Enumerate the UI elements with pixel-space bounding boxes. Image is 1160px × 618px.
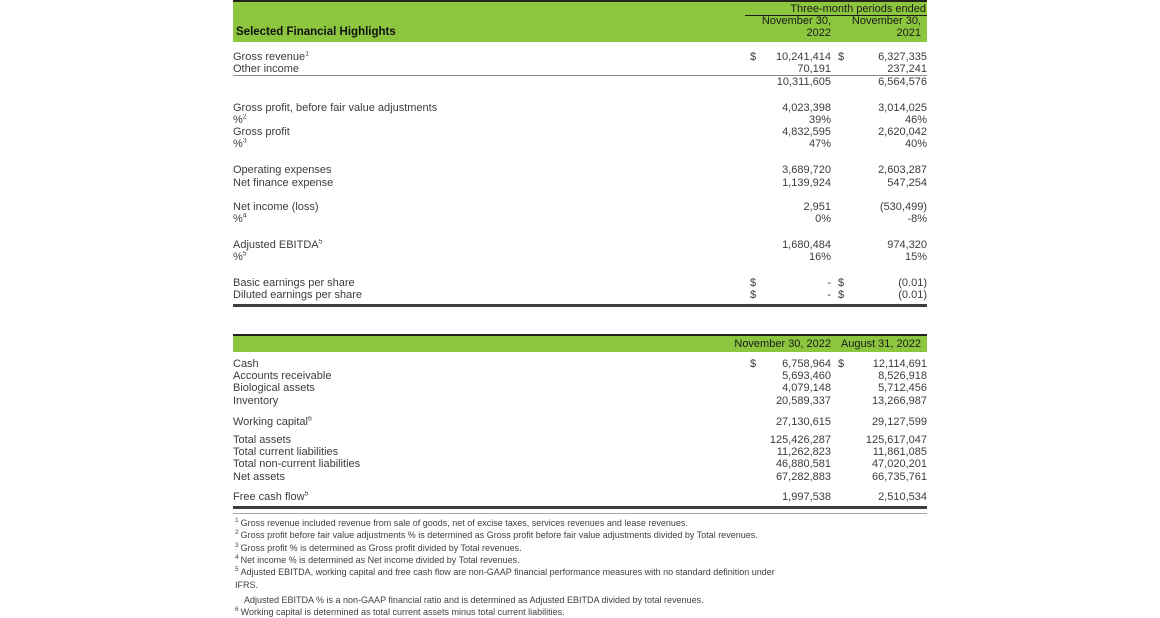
dollar-sign — [838, 446, 852, 458]
value-col2: 6,564,576 — [878, 76, 927, 89]
dollar-sign — [750, 63, 764, 76]
column-gap — [831, 102, 838, 114]
dollar-sign — [750, 382, 764, 394]
footnote-marker: 5 — [318, 239, 323, 246]
row-label: Inventory — [233, 394, 279, 407]
table-row — [233, 446, 927, 458]
footnote-marker: 5 — [235, 566, 239, 574]
row-label: Free cash flow$^5$ — [233, 490, 309, 503]
footnote-marker: 3 — [235, 541, 239, 549]
column-gap — [831, 138, 838, 150]
row-spacer — [233, 89, 927, 102]
table-row — [233, 89, 927, 102]
dollar-sign — [750, 213, 764, 225]
dollar-sign — [750, 201, 764, 213]
row-label: Adjusted EBITDA$^5$ — [233, 239, 323, 252]
column-gap — [831, 213, 838, 225]
value-col2: 237,241 — [852, 63, 927, 76]
value-col2: 66,735,761 — [871, 470, 927, 483]
dollar-sign — [838, 370, 852, 382]
dollar-sign — [838, 251, 852, 263]
value-col2: 11,861,085 — [872, 446, 927, 459]
footnote-line: $^1$ Gross revenue included revenue from sale of goods, net of excise taxes, services revenues and lease revenues. — [235, 517, 688, 529]
row-label: Net finance expense — [233, 176, 334, 189]
dollar-sign — [838, 213, 852, 225]
value-col1: 1,139,924 — [782, 176, 831, 189]
dollar-sign — [750, 491, 764, 503]
value-col1: 10,311,605 — [776, 76, 831, 89]
footnote-marker: 2 — [242, 113, 247, 121]
value-col2: -8% — [907, 213, 927, 226]
column-gap — [831, 382, 838, 394]
column-gap — [831, 177, 838, 189]
column-header-aug31-2022: August 31, 2022 — [840, 338, 921, 351]
table-row — [233, 76, 927, 89]
row-label: Basic earnings per share — [233, 276, 355, 289]
dollar-sign — [750, 138, 764, 150]
dollar-sign — [838, 382, 852, 394]
value-col2: 8,526,918 — [878, 370, 927, 383]
row-label: %$^4$ — [233, 213, 247, 226]
row-spacer — [233, 150, 927, 164]
footnote-line: $^5$ Adjusted EBITDA, working capital and free cash flow are non-GAAP financial performance measures with no standard definition under — [235, 566, 775, 578]
dollar-sign — [838, 114, 852, 126]
footnote-marker: 6 — [308, 415, 312, 423]
footnote-marker: 3 — [242, 138, 247, 145]
table1-header-bar — [233, 0, 927, 42]
value-col1: 6,758,964 — [782, 358, 831, 371]
row-label: Biological assets — [233, 382, 315, 395]
value-col1: 67,282,883 — [775, 470, 831, 483]
table-row — [233, 434, 927, 446]
row-label: Net assets — [233, 470, 285, 483]
column-gap — [831, 114, 838, 126]
dollar-sign: $ — [838, 288, 845, 301]
dollar-sign — [838, 63, 852, 76]
value-col2: 40% — [904, 138, 927, 151]
table2-bottom-rule — [233, 506, 927, 509]
footnote-marker: 4 — [235, 553, 239, 561]
value-col2: 47,020,201 — [871, 458, 927, 471]
value-col1: 2,951 — [803, 200, 831, 213]
value-col1: 4,079,148 — [782, 382, 831, 395]
table-row — [233, 382, 927, 394]
column-gap — [831, 358, 838, 370]
dollar-sign — [750, 177, 764, 189]
value-col2: 15% — [904, 251, 927, 264]
dollar-sign: $ — [838, 276, 845, 289]
value-col2: 974,320 — [887, 239, 927, 252]
value-col1: 27,130,615 — [775, 415, 831, 428]
dollar-sign — [838, 471, 852, 483]
column-gap — [831, 491, 838, 503]
row-label: Net income (loss) — [233, 200, 319, 213]
footnote-marker: 1 — [305, 51, 310, 58]
dollar-sign — [750, 434, 764, 446]
value-col2: (530,499) — [879, 200, 927, 213]
table-row — [233, 164, 927, 176]
table-row — [233, 51, 927, 63]
balance-sheet-table — [233, 358, 927, 503]
footnote-line: $^6$ Working capital is determined as total current assets minus total current liabilities. — [235, 606, 565, 618]
row-label: Gross profit, before fair value adjustments — [233, 101, 438, 114]
table-row — [233, 126, 927, 138]
table-row — [233, 213, 927, 225]
value-col1: 0% — [815, 213, 831, 226]
row-spacer — [233, 189, 927, 201]
value-col2: 2,603,287 — [878, 164, 927, 177]
value-col2: 2,510,534 — [878, 490, 927, 503]
value-col1: 70,191 — [764, 63, 831, 76]
dollar-sign — [838, 164, 852, 176]
value-col1: 3,689,720 — [782, 164, 831, 177]
table-row — [233, 491, 927, 503]
financial-highlights-document — [233, 0, 927, 618]
dollar-sign — [838, 201, 852, 213]
value-col1: 11,262,823 — [776, 446, 831, 459]
row-label: %$^5$ — [233, 251, 247, 264]
value-col1: 10,241,414 — [775, 51, 831, 63]
table-row — [233, 483, 927, 491]
column-gap — [831, 416, 838, 428]
value-col1: - — [827, 288, 831, 301]
table-row — [233, 63, 927, 76]
column-gap — [831, 63, 838, 76]
table-row — [233, 189, 927, 201]
dollar-sign — [750, 446, 764, 458]
column-header-line1: November 30, — [761, 15, 831, 27]
footnote-marker: 5 — [304, 490, 309, 498]
footnote-marker: 4 — [242, 213, 247, 220]
table-row — [233, 277, 927, 289]
value-col1: 20,589,337 — [775, 394, 831, 407]
table-row — [233, 395, 927, 407]
value-col1: 125,426,287 — [769, 434, 831, 447]
dollar-sign — [838, 458, 852, 470]
footnote-marker: 6 — [235, 606, 239, 614]
table-row — [233, 138, 927, 150]
dollar-sign — [750, 416, 764, 428]
row-label: Operating expenses — [233, 164, 332, 177]
value-col1: 39% — [808, 113, 831, 126]
row-label: Total current liabilities — [233, 446, 339, 459]
table-row — [233, 177, 927, 189]
footnote-marker: 2 — [235, 529, 239, 537]
footnotes — [233, 517, 927, 618]
table2-header-bar — [233, 334, 927, 352]
value-col1: 47% — [808, 138, 831, 151]
column-gap — [831, 370, 838, 382]
dollar-sign — [750, 114, 764, 126]
value-col1: 5,693,460 — [782, 370, 831, 383]
dollar-sign: $ — [750, 288, 757, 301]
dollar-sign — [750, 370, 764, 382]
column-header-line2: 2022 — [806, 26, 831, 39]
dollar-sign — [838, 177, 852, 189]
dollar-sign — [750, 76, 764, 89]
table-row — [233, 458, 927, 470]
table1-bottom-rule — [233, 304, 927, 307]
footnote-marker: 5 — [242, 251, 247, 258]
column-gap — [831, 434, 838, 446]
dollar-sign: $ — [750, 276, 757, 289]
dollar-sign — [838, 102, 852, 114]
dollar-sign — [750, 471, 764, 483]
table-row — [233, 225, 927, 239]
column-gap — [831, 164, 838, 176]
column-header-line1: November 30, — [851, 15, 921, 27]
footnote-separator-rule — [233, 513, 927, 514]
value-col1: 46,880,581 — [775, 458, 831, 471]
dollar-sign: $ — [750, 358, 757, 371]
period-header: Three-month periods ended — [745, 3, 927, 16]
dollar-sign — [838, 138, 852, 150]
column-header-nov-2021 — [831, 16, 927, 39]
column-gap — [831, 126, 838, 138]
column-gap — [831, 76, 838, 89]
table-row — [233, 251, 927, 263]
value-col2: 13,266,987 — [871, 394, 927, 407]
value-col2: 125,617,047 — [865, 434, 927, 447]
table-row — [233, 416, 927, 428]
dollar-sign — [838, 76, 852, 89]
table-row — [233, 358, 927, 370]
dollar-sign — [838, 126, 852, 138]
value-col1: 4,023,398 — [782, 101, 831, 114]
column-gap — [831, 395, 838, 407]
income-statement-table — [233, 51, 927, 301]
table-row — [233, 264, 927, 277]
value-col2: 6,327,335 — [878, 51, 927, 63]
value-col2: (0.01) — [898, 276, 927, 289]
column-gap — [831, 201, 838, 213]
dollar-sign — [838, 491, 852, 503]
table-row — [233, 114, 927, 126]
value-col2: 29,127,599 — [871, 415, 927, 428]
table-row — [233, 150, 927, 164]
row-label: Gross revenue$^1$ — [233, 51, 310, 63]
table-row — [233, 289, 927, 301]
value-col2: 3,014,025 — [878, 101, 927, 114]
table-row — [233, 239, 927, 251]
value-col1: 16% — [808, 251, 831, 264]
row-spacer — [233, 225, 927, 239]
column-gap — [831, 239, 838, 251]
column-header-nov30-2022: November 30, 2022 — [734, 338, 831, 351]
dollar-sign — [750, 239, 764, 251]
dollar-sign — [750, 251, 764, 263]
value-col2: 2,620,042 — [878, 126, 927, 139]
row-label: Accounts receivable — [233, 370, 332, 383]
value-col2: 12,114,691 — [872, 358, 927, 371]
dollar-sign — [838, 239, 852, 251]
value-col2: (0.01) — [898, 288, 927, 301]
footnote-marker: 1 — [235, 517, 239, 525]
row-label: Gross profit — [233, 126, 290, 139]
column-gap — [831, 251, 838, 263]
row-label: Cash — [233, 358, 259, 371]
column-header-nov-2022 — [746, 16, 831, 39]
row-label: Other income — [233, 63, 750, 76]
column-gap — [831, 471, 838, 483]
row-spacer — [233, 483, 927, 491]
dollar-sign: $ — [750, 51, 757, 63]
footnote-line: $^3$ Gross profit % is determined as Gross profit divided by Total revenues. — [235, 541, 522, 553]
column-gap — [831, 51, 838, 63]
row-label: %$^2$ — [233, 113, 247, 126]
table1-title: Selected Financial Highlights — [236, 26, 396, 38]
table-row — [233, 370, 927, 382]
row-label: Diluted earnings per share — [233, 288, 363, 301]
dollar-sign — [838, 434, 852, 446]
row-spacer — [233, 407, 927, 416]
value-col2: 547,254 — [887, 176, 927, 189]
row-label: Working capital$^6$ — [233, 415, 312, 428]
footnote-line: IFRS. — [235, 579, 259, 590]
dollar-sign — [750, 102, 764, 114]
dollar-sign — [838, 395, 852, 407]
value-col1: 4,832,595 — [782, 126, 831, 139]
footnote-line: $^4$ Net income % is determined as Net income divided by Total revenues. — [235, 553, 520, 565]
column-header-line2: 2021 — [896, 26, 921, 39]
value-col2: 46% — [904, 113, 927, 126]
column-gap — [831, 458, 838, 470]
table-row — [233, 407, 927, 416]
dollar-sign — [750, 164, 764, 176]
row-spacer — [233, 264, 927, 277]
row-label: Total assets — [233, 434, 292, 447]
dollar-sign — [750, 395, 764, 407]
row-label: Total non-current liabilities — [233, 458, 361, 471]
row-label: %$^3$ — [233, 138, 247, 151]
column-gap — [831, 277, 838, 289]
table-row — [233, 471, 927, 483]
footnote-line: Adjusted EBITDA % is a non-GAAP financial ratio and is determined as Adjusted EBITDA divided by total revenues. — [244, 594, 704, 605]
value-col1: 1,680,484 — [782, 239, 831, 252]
table-row — [233, 201, 927, 213]
dollar-sign: $ — [838, 358, 845, 371]
table-row — [233, 102, 927, 114]
column-gap — [831, 446, 838, 458]
footnote-line: $^2$ Gross profit before fair value adjustments % is determined as Gross profit before fair value adjustments divided by Total revenues. — [235, 529, 758, 541]
dollar-sign — [750, 126, 764, 138]
value-col1: 1,997,538 — [782, 490, 831, 503]
dollar-sign — [750, 458, 764, 470]
dollar-sign — [838, 416, 852, 428]
column-gap — [831, 289, 838, 301]
value-col1: - — [827, 276, 831, 289]
dollar-sign: $ — [838, 51, 845, 63]
value-col2: 5,712,456 — [878, 382, 927, 395]
row-label — [233, 76, 750, 89]
